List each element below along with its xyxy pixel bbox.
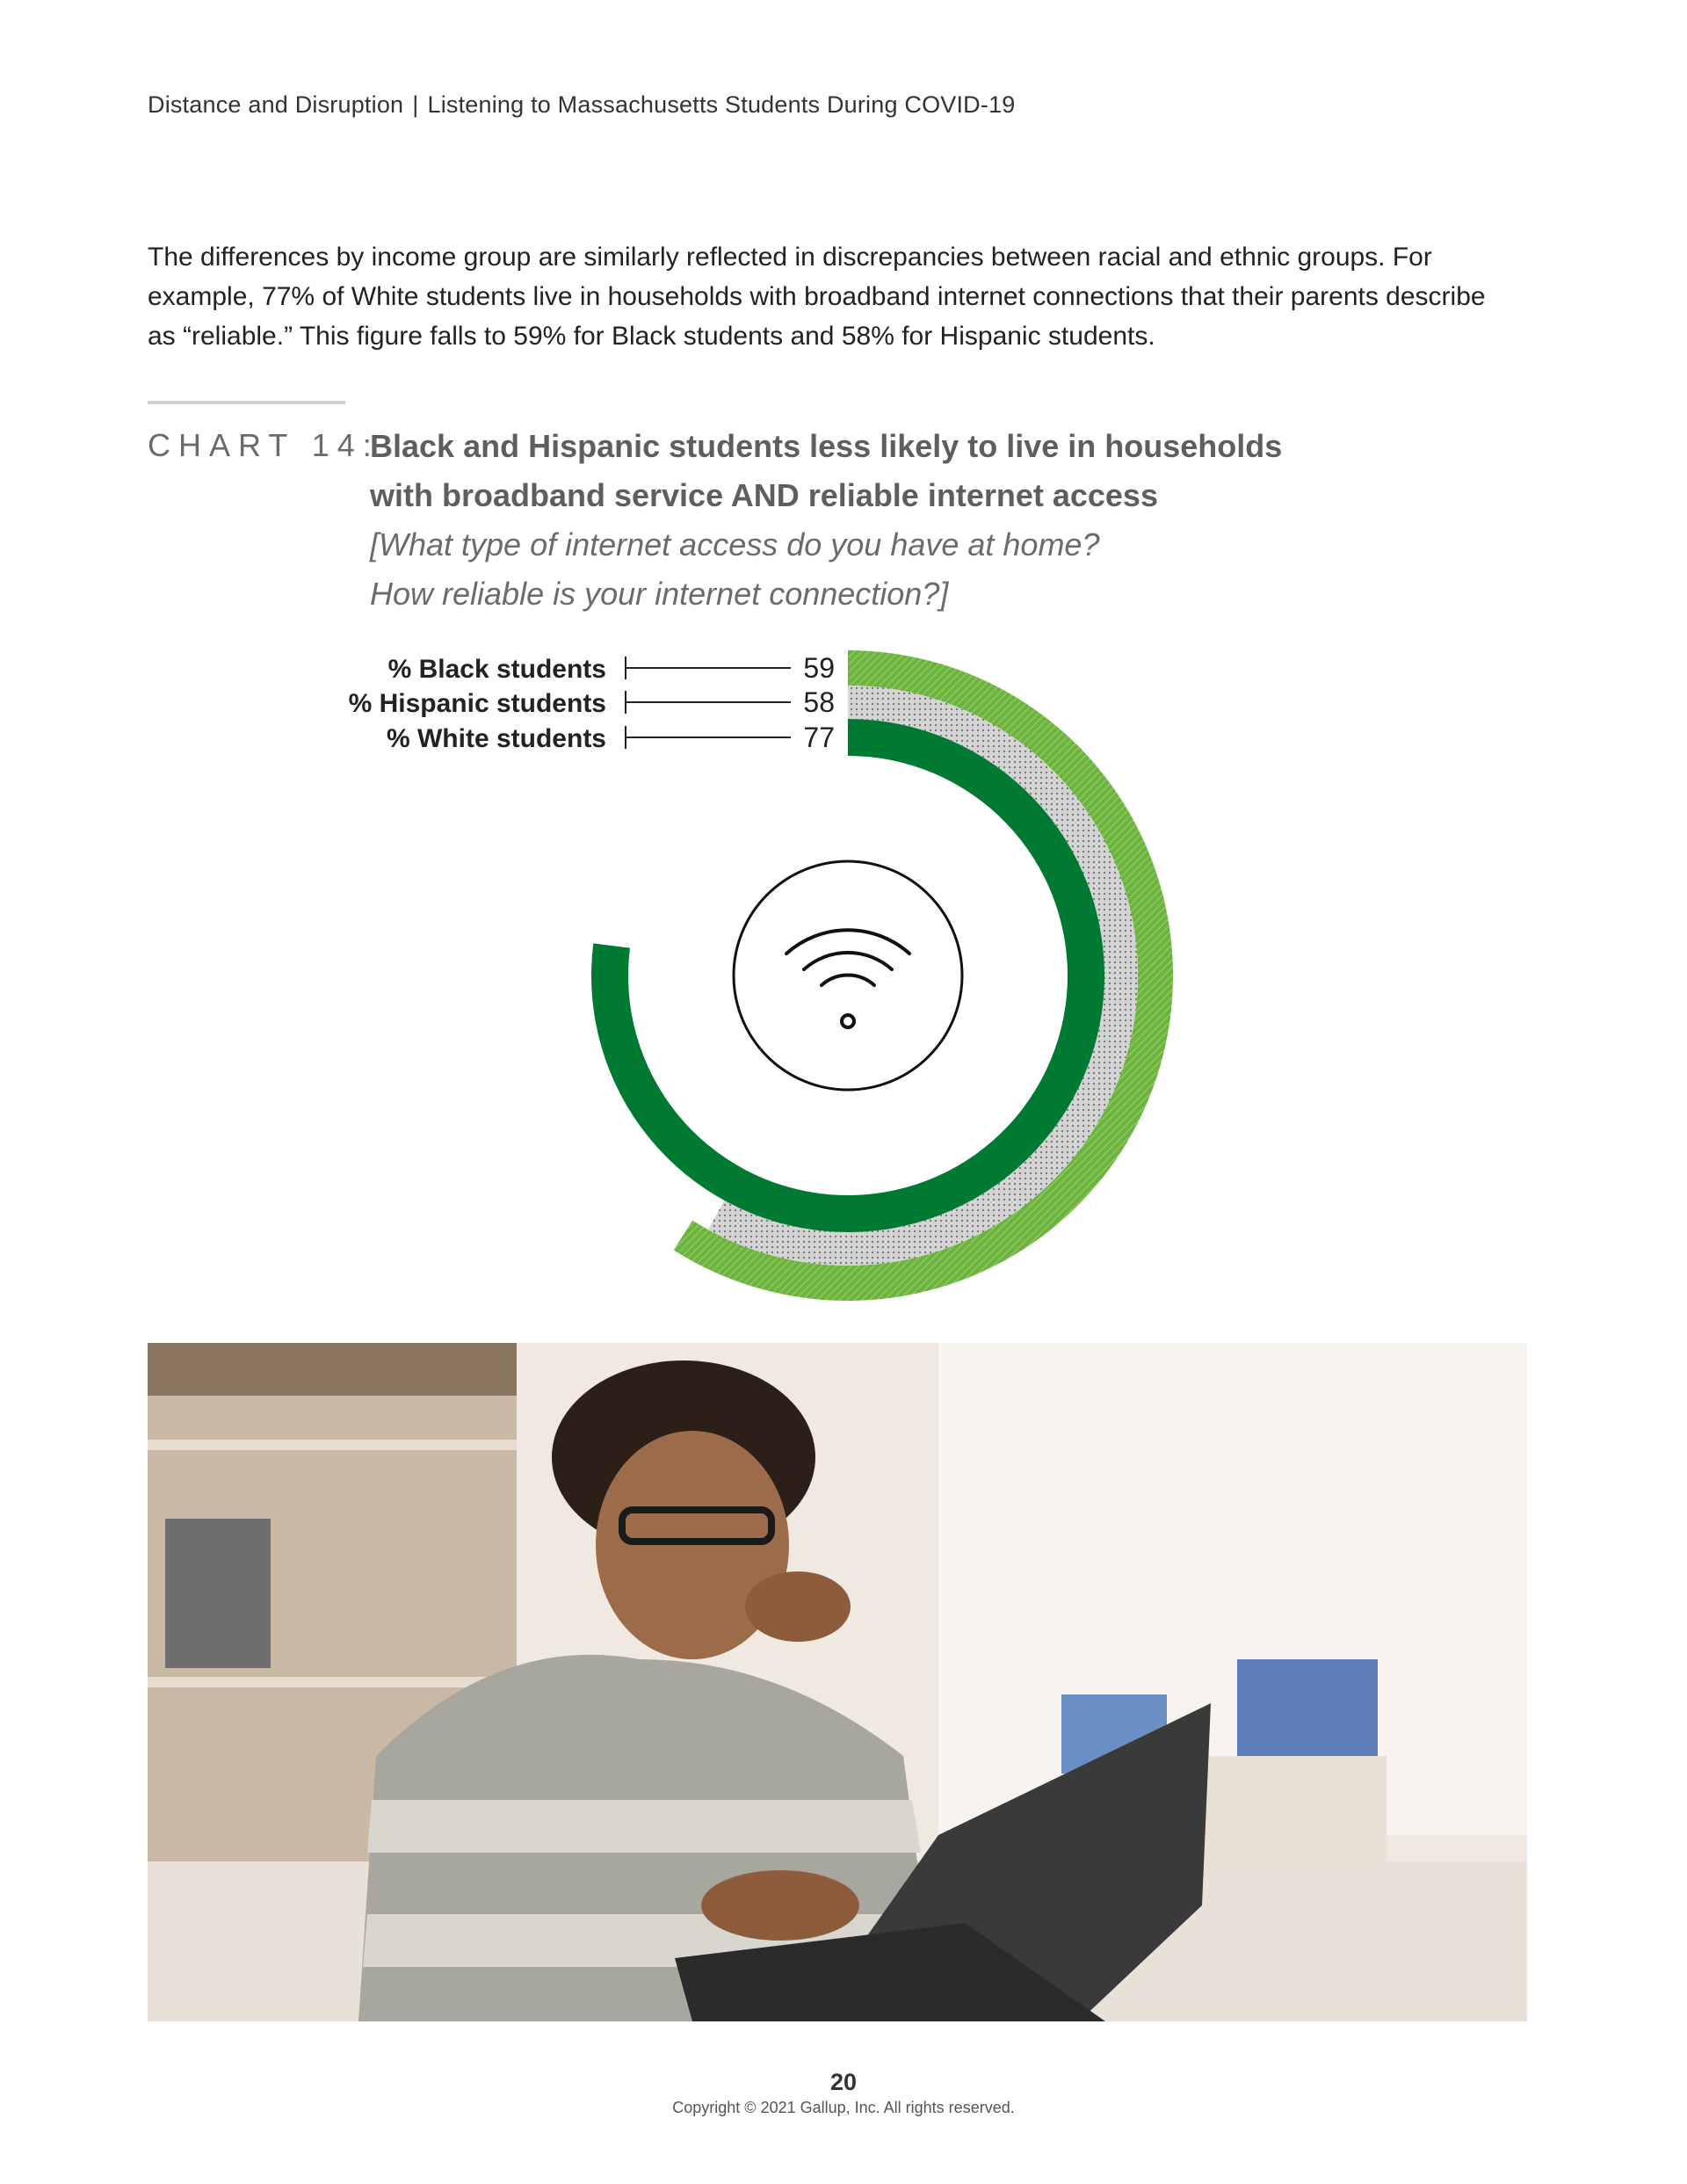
series-label: % Hispanic students: [348, 689, 606, 718]
value-label: 58: [803, 686, 835, 718]
page-header: [148, 91, 1016, 119]
header-separator: |: [412, 91, 419, 118]
chart-title-line-2: with broadband service AND reliable internet access: [370, 477, 1158, 513]
page-number: 20: [829, 2069, 858, 2095]
chart-labels: [349, 652, 835, 753]
photo-illustration: [148, 1343, 1527, 2021]
chart-titles: [370, 422, 1459, 619]
series-label: % White students: [386, 724, 606, 753]
header-report-subtitle: Listening to Massachusetts Students During COVID-19: [427, 91, 1016, 118]
chart-title-line-1: Black and Hispanic students less likely to live in households: [370, 428, 1283, 464]
header-report-title: Distance and Disruption: [148, 91, 404, 118]
series-label: % Black students: [387, 655, 606, 684]
chart-divider: [148, 401, 345, 404]
intro-paragraph: The differences by income group are similarly reflected in discrepancies between racial and ethnic groups. For example, 77% of White students live in households with broadband internet connections that their parents describe as “reliable.” This figure falls to 59% for Black students and 58% for Hispanic students.: [148, 243, 1486, 351]
student-laptop-photo: [148, 1343, 1527, 2021]
chart-question-line-2: How reliable is your internet connection?]: [370, 576, 949, 612]
value-label: 59: [803, 652, 835, 684]
intro-text: [148, 237, 1518, 356]
value-label: 77: [803, 722, 835, 753]
chart-label: CHART 14:: [148, 427, 380, 463]
chart-question-line-1: [What type of internet access do you have at home?: [370, 526, 1100, 562]
radial-bar-chart: [0, 633, 1687, 1336]
wifi-icon: [734, 861, 962, 1090]
copyright: Copyright © 2021 Gallup, Inc. All rights reserved.: [672, 2099, 1015, 2116]
